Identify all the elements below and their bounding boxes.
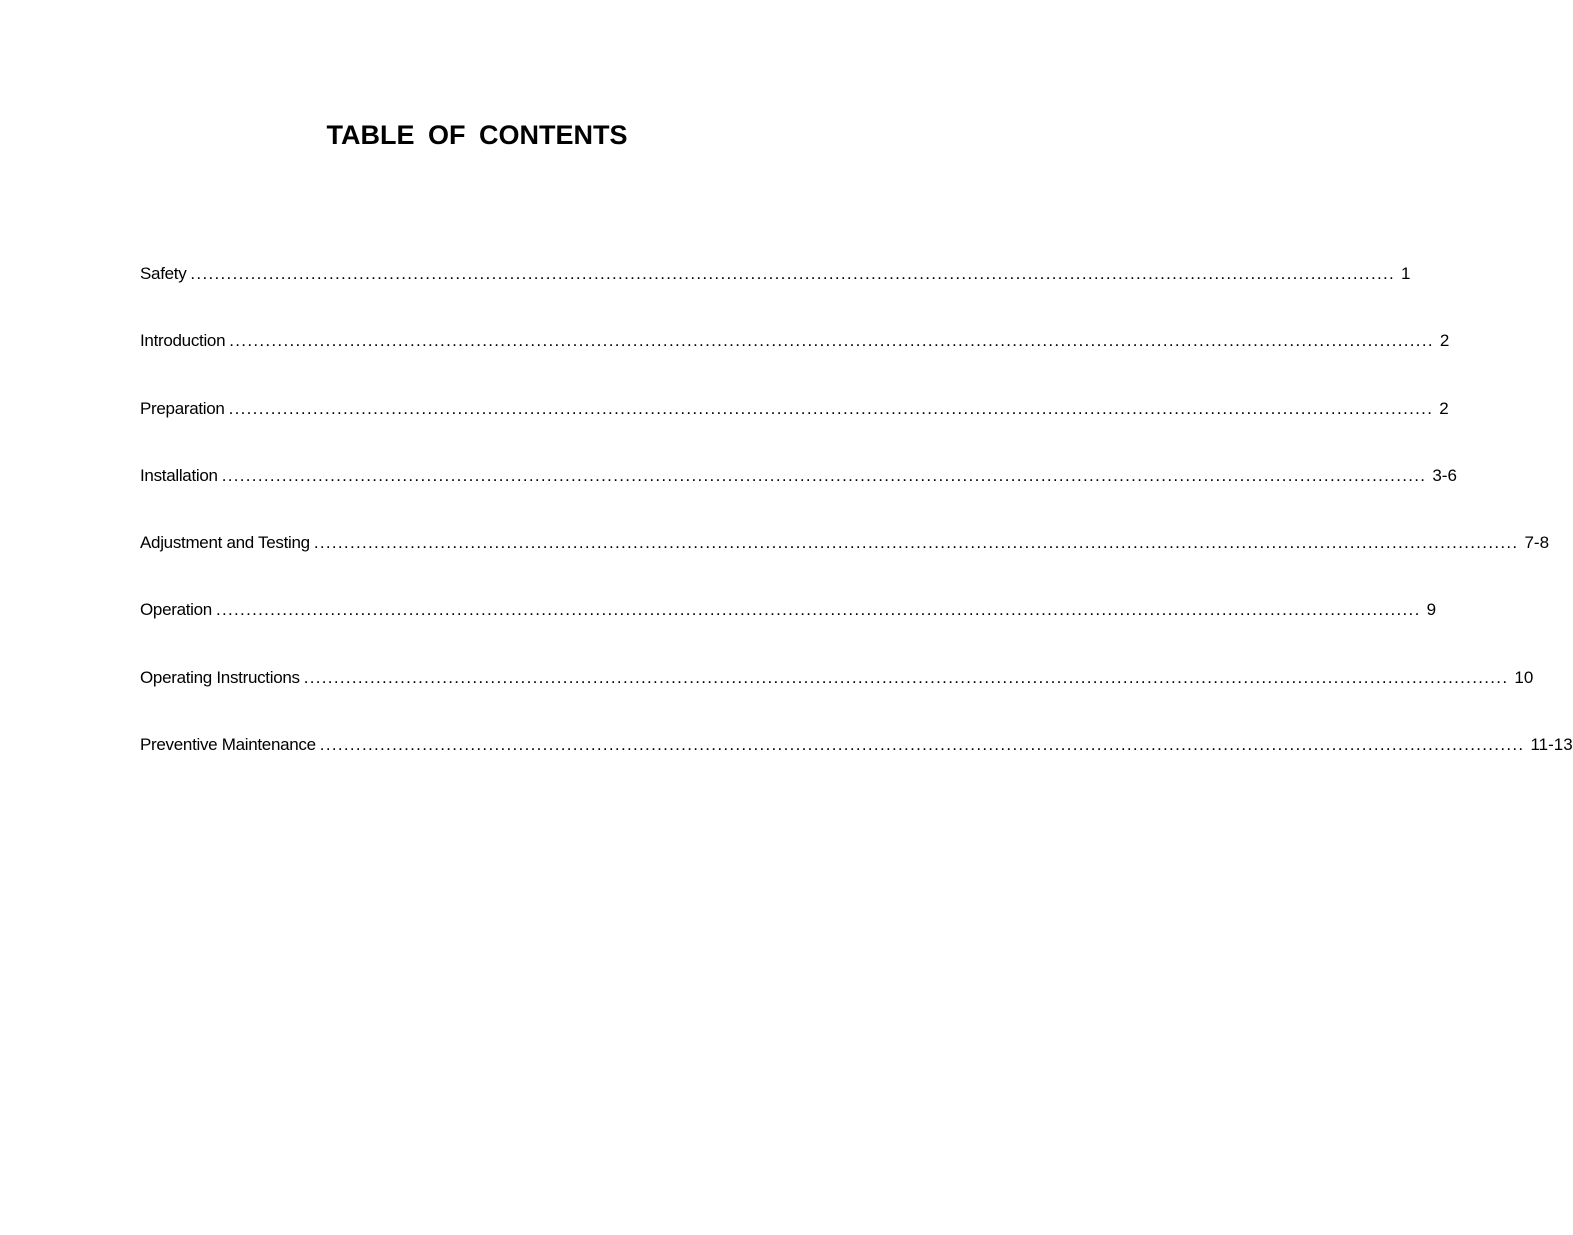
toc-page-number: 9 (1426, 600, 1437, 620)
toc-entry-preventive-maintenance[interactable] (140, 733, 1573, 800)
toc-dot-leader: ........................................................................................................................................................................................................ (215, 600, 1421, 620)
toc-page-number: 10 (1514, 667, 1534, 687)
toc-dot-leader: ........................................................................................................................................................................................................ (303, 667, 1509, 687)
toc-dot-leader: ........................................................................................................................................................................................................ (229, 331, 1434, 351)
table-of-contents (140, 262, 1573, 800)
toc-entry-label: Introduction (140, 331, 226, 351)
toc-page-number: 11-13 (1530, 735, 1573, 755)
toc-entry-label: Installation (140, 465, 218, 485)
toc-entry-label: Operating Instructions (140, 667, 300, 687)
toc-page-number: 3-6 (1432, 465, 1457, 485)
toc-entry-adjustment-and-testing[interactable] (140, 531, 1550, 598)
toc-dot-leader: ........................................................................................................................................................................................................ (313, 533, 1519, 553)
toc-entry-label: Adjustment and Testing (140, 533, 310, 553)
toc-dot-leader: ........................................................................................................................................................................................................ (319, 735, 1525, 755)
toc-page-number: 7-8 (1524, 533, 1550, 553)
toc-entry-label: Operation (140, 600, 212, 620)
toc-entry-introduction[interactable] (140, 329, 1450, 396)
toc-entry-operating-instructions[interactable] (140, 666, 1534, 733)
toc-entry-installation[interactable] (140, 464, 1457, 531)
toc-entry-operation[interactable] (140, 598, 1437, 665)
toc-entry-label: Preparation (140, 398, 225, 418)
toc-dot-leader: ........................................................................................................................................................................................................ (228, 398, 1434, 418)
toc-entry-label: Preventive Maintenance (140, 735, 316, 755)
toc-entry-safety[interactable] (140, 262, 1411, 329)
toc-entry-label: Safety (140, 264, 187, 283)
page-title: TABLE OF CONTENTS (326, 120, 628, 150)
toc-dot-leader: ........................................................................................................................................................................................................ (221, 465, 1427, 485)
toc-dot-leader: ........................................................................................................................................................................................................ (190, 264, 1396, 283)
toc-entry-preparation[interactable] (140, 397, 1449, 464)
toc-page-number: 2 (1439, 331, 1450, 351)
toc-page-number: 2 (1439, 398, 1449, 418)
toc-page-number: 1 (1401, 264, 1411, 283)
